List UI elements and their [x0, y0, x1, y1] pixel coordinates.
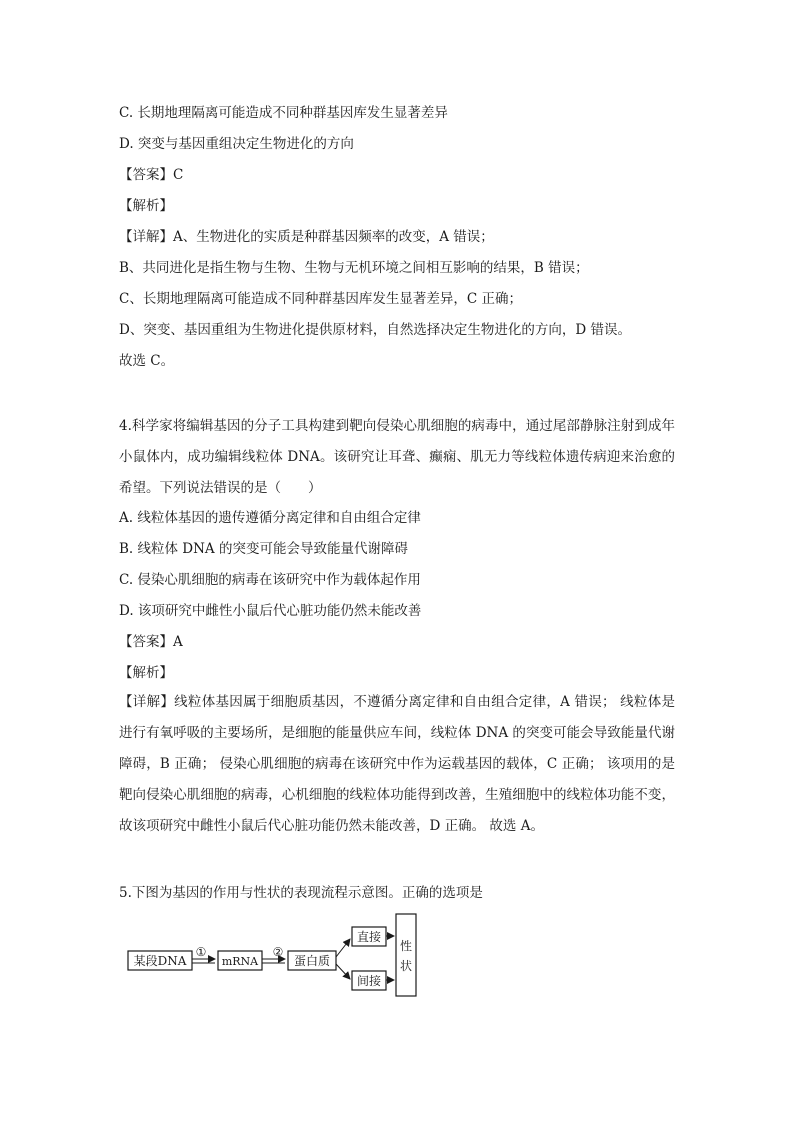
protein-label: 蛋白质 — [293, 954, 331, 968]
step-1-label: ① — [195, 945, 207, 959]
q3-detail-1: 【详解】A、生物进化的实质是种群基因频率的改变，A 错误； — [119, 229, 494, 245]
mrna-label: mRNA — [221, 955, 259, 968]
q3-option-c: C. 长期地理隔离可能造成不同种群基因库发生显著差异 — [119, 105, 448, 121]
q4-stem: 4.科学家将编辑基因的分子工具构建到靶向侵染心肌细胞的病毒中，通过尾部静脉注射到成年小鼠体内，成功编辑线粒体 DNA。该研究让耳聋、癫痫、肌无力等线粒体遗传病迎来治愈的希望。下列说法错误的是（ ） — [119, 418, 675, 496]
gene-expression-flow-diagram — [126, 912, 426, 1006]
q4-option-b: B. 线粒体 DNA 的突变可能会导致能量代谢障碍 — [119, 541, 408, 557]
arrow-to-indirect — [336, 964, 350, 979]
q4-answer: 【答案】A — [119, 634, 183, 650]
q3-detail-3: C、长期地理隔离可能造成不同种群基因库发生显著差异，C 正确； — [119, 291, 522, 307]
q4-detail: 【详解】线粒体基因属于细胞质基因，不遵循分离定律和自由组合定律，A 错误； 线粒体是进行有氧呼吸的主要场所，是细胞的能量供应车间，线粒体 DNA 的突变可能会导致能量代谢障碍，B 正确； 侵染心肌细胞的病毒在该研究中作为运载基因的载体，C 正确； 该项用的是靶向侵染心肌细胞的病毒，心机细胞的线粒体功能得到改善，生殖细胞中的线粒体功能不变，故该项研究中雌性小鼠后代心脏功能仍然未能改善，D 正确。 故选 A。 — [119, 694, 675, 834]
indirect-label: 间接 — [356, 974, 382, 988]
q3-answer: 【答案】C — [119, 167, 184, 183]
q4-option-a: A. 线粒体基因的遗传遵循分离定律和自由组合定律 — [119, 510, 421, 526]
dna-label: 某段DNA — [133, 954, 187, 968]
q3-conclusion: 故选 C。 — [119, 353, 175, 369]
direct-label: 直接 — [356, 930, 382, 944]
q4-option-d: D. 该项研究中雌性小鼠后代心脏功能仍然未能改善 — [119, 603, 422, 619]
trait-label-2: 状 — [399, 959, 413, 973]
q3-detail-4: D、突变、基因重组为生物进化提供原材料，自然选择决定生物进化的方向，D 错误。 — [119, 322, 631, 338]
q4-analysis-heading: 【解析】 — [119, 665, 173, 681]
q3-analysis-heading: 【解析】 — [119, 198, 173, 214]
arrow-to-direct — [336, 939, 350, 957]
trait-label-1: 性 — [399, 939, 413, 953]
q5-stem: 5.下图为基因的作用与性状的表现流程示意图。正确的选项是 — [119, 885, 483, 901]
q3-detail-2: B、共同进化是指生物与生物、生物与无机环境之间相互影响的结果，B 错误； — [119, 260, 589, 276]
q4-option-c: C. 侵染心肌细胞的病毒在该研究中作为载体起作用 — [119, 572, 421, 588]
trait-box — [396, 914, 416, 996]
step-2-label: ② — [272, 945, 284, 959]
q3-option-d: D. 突变与基因重组决定生物进化的方向 — [119, 136, 354, 152]
